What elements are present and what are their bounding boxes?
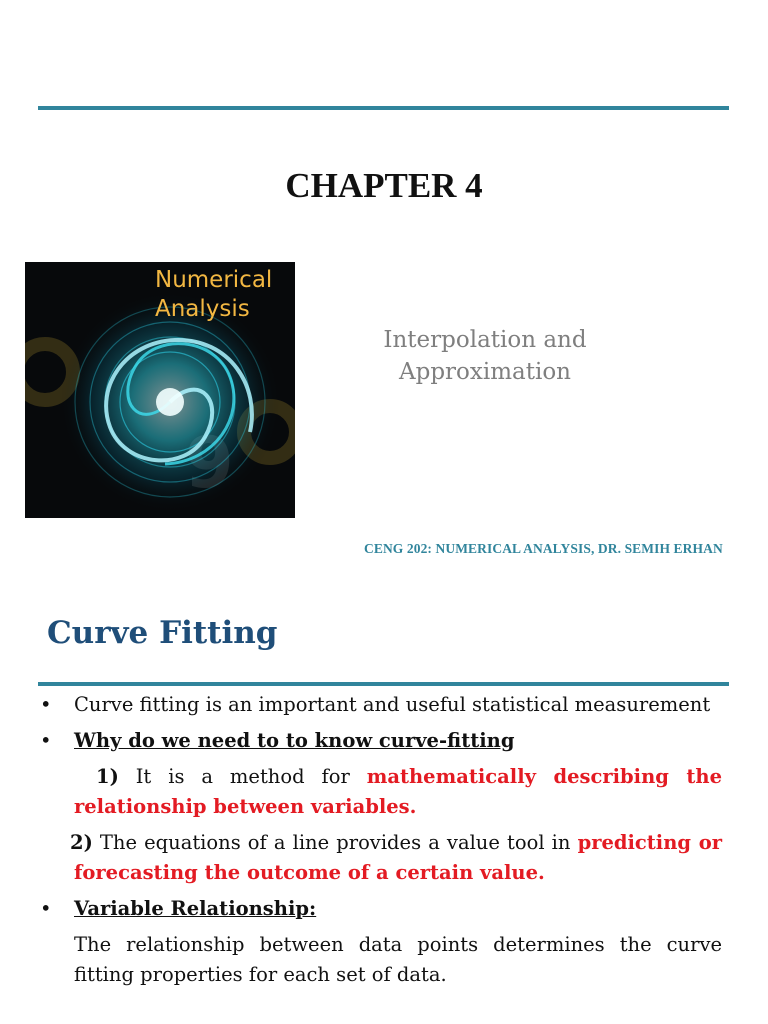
- course-footer: CENG 202: NUMERICAL ANALYSIS, DR. SEMIH ERHAN: [364, 541, 723, 556]
- bullet-icon: •: [40, 729, 52, 752]
- numbered-item-1: 1) It is a method for mathematically describing the relationship between variables.: [74, 765, 722, 818]
- bullet-item: • Curve fitting is an important and useful statistical measurement: [30, 690, 722, 720]
- cover-title: Numerical Analysis: [155, 267, 273, 322]
- bullet-item: • Why do we need to to know curve-fitting: [30, 726, 722, 756]
- chapter-heading: CHAPTER 4: [285, 166, 483, 205]
- slide-title: Curve Fitting: [47, 615, 278, 651]
- bullet-icon: •: [40, 897, 52, 920]
- bullet-icon: •: [40, 693, 52, 716]
- bullet-item: • Variable Relationship:: [30, 894, 722, 924]
- top-divider: [38, 106, 729, 110]
- chapter-subtitle: Interpolation and Approximation: [383, 327, 587, 385]
- title-divider: [38, 682, 729, 686]
- slide-content: [30, 690, 722, 990]
- book-cover-image: [25, 262, 295, 518]
- numbered-item-2: 2) The equations of a line provides a value tool in predicting or forecasting the outcome of a certain value.: [70, 831, 722, 884]
- relationship-paragraph: The relationship between data points determines the curve fitting properties for each set of data.: [74, 933, 722, 986]
